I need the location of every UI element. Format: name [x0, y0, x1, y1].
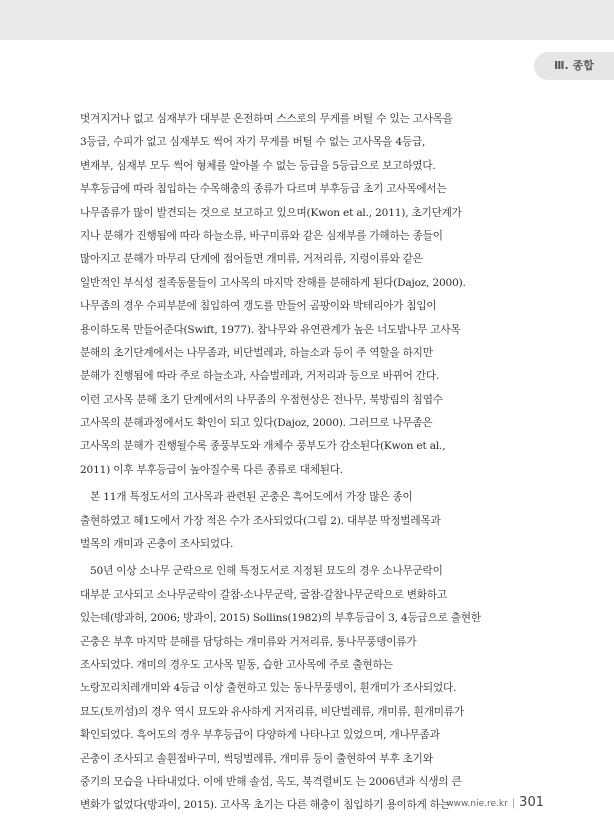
text-line: 묘도(토끼섬)의 경우 역시 묘도와 유사하게 거저리류, 비단벌레류, 개미류, 흰개미류가	[80, 705, 464, 718]
text-line: 이런 고사목 분해 초기 단계에서의 나무좀의 우점현상은 전나무, 북방림의 침엽수	[80, 393, 443, 406]
paragraph	[80, 486, 532, 556]
footer-separator: |	[511, 798, 516, 809]
text-line: 벗겨지거나 없고 심재부가 대부분 온전하며 스스로의 무게를 버틸 수 있는 고사목을	[80, 113, 453, 125]
text-line: 중기의 모습을 나타내었다. 이에 반해 솔섬, 옥도, 북격렬비도 는 2006년과 식생의 큰	[80, 775, 462, 788]
text-line: 조사되었다. 개미의 경우도 고사목 밑동, 습한 고사목에 주로 출현하는	[80, 658, 393, 671]
text-line: 분해가 진행됨에 따라 주로 하늘소과, 사슴벌레과, 거저리과 등으로 바뀌어 간다.	[80, 370, 440, 383]
page-footer	[446, 791, 544, 810]
text-line: 3등급, 수피가 없고 심재부도 썩어 자기 무게를 버틸 수 없는 고사목을 4등급,	[80, 136, 426, 149]
text-line: 출현하였고 혜1도에서 가장 적은 수가 조사되었다(그림 2). 대부분 딱정벌레목과	[80, 514, 441, 527]
header-band	[0, 0, 614, 40]
text-line: 나무좀류가 많이 발견되는 것으로 보고하고 있으며(Kwon et al., 2011), 초기단계가	[80, 206, 462, 219]
paragraph	[80, 108, 532, 482]
paragraph	[80, 560, 532, 817]
text-line: 용이하도록 만들어준다(Swift, 1977). 참나무와 유연관계가 높은 너도밤나무 고사목	[80, 323, 461, 336]
text-line: 본 11개 특정도서의 고사목과 관련된 곤충은 흑어도에서 가장 많은 종이	[90, 491, 413, 504]
text-line: 50년 이상 소나무 군락으로 인해 특정도서로 지정된 묘도의 경우 소나무군락이	[90, 565, 443, 578]
text-line: 노랑꼬리치레개미와 4등급 이상 출현하고 있는 동나무풍뎅이, 흰개미가 조사되었다.	[80, 682, 457, 695]
body-text	[80, 108, 532, 822]
text-line: 지나 분해가 진행됨에 따라 하늘소류, 바구미류와 같은 심재부를 가해하는 종들이	[80, 229, 443, 242]
text-line: 대부분 고사되고 소나무군락이 갈참-소나무군락, 굴참-갈참나무군락으로 변화하고	[80, 588, 447, 601]
text-line: 있는데(방과허, 2006; 방과이, 2015) Sollins(1982)의 부후등급이 3, 4등급으로 출현한	[80, 612, 481, 625]
footer-url[interactable]: www.nie.re.kr	[446, 799, 508, 809]
text-line: 2011) 이후 부후등급이 높아질수록 다른 종류로 대체된다.	[80, 463, 343, 476]
text-line: 일반적인 부식성 절족동물들이 고사목의 마지막 잔해를 분해하게 된다(Dajoz, 2000).	[80, 276, 466, 289]
page-number: 301	[519, 795, 544, 810]
text-line: 벌목의 개미과 곤충이 조사되었다.	[80, 538, 234, 551]
text-line: 변재부, 심재부 모두 썩어 형체를 알아볼 수 없는 등급을 5등급으로 보고하였다.	[80, 159, 436, 172]
text-line: 분해의 초기단계에서는 나무좀과, 비단벌레과, 하늘소과 등이 주 역할을 하지만	[80, 346, 433, 359]
text-line: 나무좀의 경우 수피부분에 침입하여 갱도를 만들어 곰팡이와 박테리아가 침입이	[80, 300, 437, 313]
text-line: 곤충이 조사되고 솔흰점바구미, 썩덩벌레류, 개미류 등이 출현하여 부후 초기와	[80, 752, 433, 765]
text-line: 확인되었다. 흑어도의 경우 부후등급이 다양하게 나타나고 있었으며, 개나무좀과	[80, 729, 440, 742]
text-line: 곤충은 부후 마지막 분해를 담당하는 개미류와 거저리류, 통나무풍뎅이류가	[80, 635, 417, 648]
text-line: 고사목의 분해가 진행될수록 종풍부도와 개체수 풍부도가 감소된다(Kwon et al.,	[80, 440, 446, 453]
section-tab: Ⅲ. 종합	[534, 52, 614, 80]
text-line: 많아지고 분해가 마무리 단계에 접어들면 개미류, 거저리류, 지렁이류와 같은	[80, 253, 423, 266]
text-line: 변화가 없었다(방과이, 2015). 고사목 초기는 다른 해충이 침입하기 용이하게 하는	[80, 799, 450, 812]
text-line: 부후등급에 따라 침입하는 수목해충의 종류가 다르며 부후등급 초기 고사목에서는	[80, 183, 447, 196]
text-line: 고사목의 분해과정에서도 확인이 되고 있다(Dajoz, 2000). 그러므로 나무좀은	[80, 417, 433, 430]
